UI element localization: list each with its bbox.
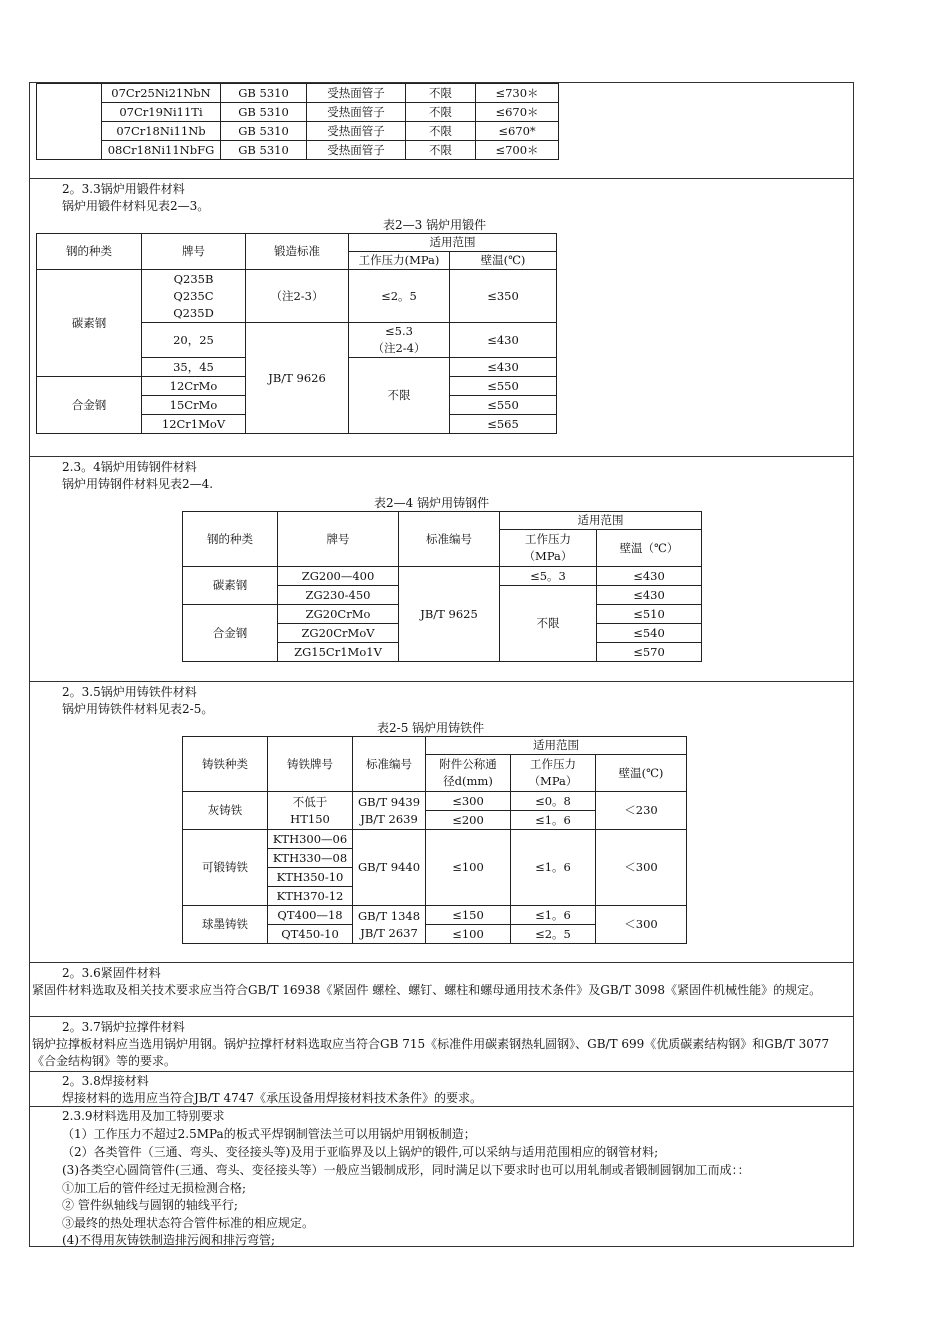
table-2-4-cast-steel (182, 511, 702, 662)
cell-grade: 12CrMo (142, 377, 246, 396)
cell-pressure: ≤1。6 (511, 830, 596, 906)
cell-grade: QT450-10 (268, 925, 353, 944)
table-row (183, 792, 687, 811)
section-heading-239: 2.3.9材料选用及加工特别要求 (62, 1109, 225, 1123)
requirement-item-3: (3)各类空心圆筒管件(三通、弯头、变径接头等）一般应当锻制成形，同时满足以下要求时也可以用轧制或者锻制圆钢加工而成：： (62, 1163, 750, 1177)
cell-temp: ≤570 (597, 643, 702, 662)
table-row (37, 84, 559, 103)
grade-q235c: Q235C (173, 288, 214, 303)
cell-grade: KTH350-10 (268, 868, 353, 887)
header-range: 适用范围 (500, 512, 702, 530)
table-cell: 07Cr19Ni11Ti (102, 103, 221, 122)
std-line: JB/T 2637 (360, 925, 418, 940)
table-cell: ≤670* (476, 122, 559, 141)
pressure-note: （注2-4） (372, 341, 426, 355)
cell-grade: KTH330—08 (268, 849, 353, 868)
header-std-no: 标准编号 (353, 737, 426, 792)
cell-alloy-steel: 合金钢 (183, 605, 278, 662)
header-pressure: 工作压力(MPa) (349, 252, 450, 270)
table-row (37, 103, 559, 122)
section-intro-235: 锅炉用铸铁件材料见表2-5。 (62, 702, 214, 716)
requirement-item-4: (4)不得用灰铸铁制造排污阀和排污弯管; (62, 1233, 276, 1247)
table-2-5-cast-iron (182, 736, 687, 944)
table-cell: 不限 (406, 84, 476, 103)
std-line: GB/T 9439 (357, 794, 421, 809)
table-row (183, 830, 687, 849)
table-cell: ≤700＊ (476, 141, 559, 160)
table-row (37, 122, 559, 141)
cell-grade: KTH300—06 (268, 830, 353, 849)
cell-temp: ＜300 (596, 906, 687, 944)
cell-grade: ZG20CrMoV (278, 624, 399, 643)
cell-diameter: ≤100 (426, 925, 511, 944)
header-grade: 牌号 (142, 234, 246, 270)
cell-pressure: ≤5。3 (500, 567, 597, 586)
header-pressure-unit: （MPa） (528, 774, 578, 788)
cell-grade: 20，25 (142, 323, 246, 358)
section-body-236: 紧固件材料选取及相关技术要求应当符合GB/T 16938《紧固件 螺栓、螺钉、螺柱和螺母通用技术条件》及GB/T 3098《紧固件机械性能》的规定。 (32, 983, 822, 997)
header-steel-type: 钢的种类 (183, 512, 278, 567)
cell-grade: QT400—18 (268, 906, 353, 925)
section-heading-238: 2。3.8焊接材料 (62, 1074, 149, 1088)
table-header-row (183, 512, 702, 530)
table-caption-2-4: 表2—4 锅炉用铸钢件 (374, 496, 490, 510)
cell-pressure: ≤0。8 (511, 792, 596, 811)
grade-value: HT150 (290, 811, 330, 826)
cell-grade: KTH370-12 (268, 887, 353, 906)
grade-q235b: Q235B (173, 271, 214, 286)
section-heading-233: 2。3.3锅炉用锻件材料 (62, 182, 185, 196)
table-cell: 受热面管子 (307, 103, 406, 122)
header-pressure-unit: （MPa） (523, 549, 573, 563)
header-nominal-diameter (426, 755, 511, 792)
section-body-237: 锅炉拉撑板材料应当选用锅炉用钢。锅炉拉撑杆材料选取应当符合GB 715《标准件用碳素钢热轧圆钢》、GB/T 699《优质碳素结构钢》和GB/T 3077《合金结构钢》等的要求。 (32, 1037, 830, 1068)
header-grade: 牌号 (278, 512, 399, 567)
cell-temp: ≤550 (450, 396, 557, 415)
header-pressure-label: 工作压力 (525, 532, 571, 546)
cell-grade: 12Cr1MoV (142, 415, 246, 434)
table-2-3-forgings (36, 233, 557, 434)
header-std-no: 标准编号 (399, 512, 500, 567)
header-diameter-unit: 径d(mm) (443, 774, 493, 788)
table-header-row (37, 234, 557, 252)
cell-grade-ht150 (268, 792, 353, 830)
cell-temp: ＜230 (596, 792, 687, 830)
cell-std-note: （注2-3） (246, 270, 349, 323)
cell-temp: ≤550 (450, 377, 557, 396)
section-heading-237: 2。3.7锅炉拉撑件材料 (62, 1020, 185, 1034)
cell-temp: ≤540 (597, 624, 702, 643)
section-heading-236: 2。3.6紧固件材料 (62, 966, 161, 980)
cell-temp: ≤430 (597, 567, 702, 586)
table-cell: 不限 (406, 141, 476, 160)
table-cell-empty (37, 84, 102, 160)
section-body-238: 焊接材料的选用应当符合JB/T 4747《承压设备用焊接材料技术条件》的要求。 (62, 1091, 483, 1105)
table-caption-2-5: 表2-5 锅炉用铸铁件 (377, 721, 485, 735)
cell-temp: ≤350 (450, 270, 557, 323)
cell-ductile-iron: 球墨铸铁 (183, 906, 268, 944)
table-cell: 受热面管子 (307, 122, 406, 141)
table-caption-2-3: 表2—3 锅炉用锻件 (383, 218, 487, 232)
cell-pressure-unlimited: 不限 (500, 586, 597, 662)
requirement-item-2: （2）各类管件（三通、弯头、变径接头等)及用于亚临界及以上锅炉的锻件,可以采纳与适用范围相应的钢管材料; (62, 1145, 659, 1159)
cell-alloy-steel: 合金钢 (37, 377, 142, 434)
cell-temp: ≤430 (450, 323, 557, 358)
cell-pressure-unlimited: 不限 (349, 358, 450, 434)
cell-temp: ≤510 (597, 605, 702, 624)
cell-std-jbt9626: JB/T 9626 (246, 323, 349, 434)
table-cell: 08Cr18Ni11NbFG (102, 141, 221, 160)
header-wall-temp: 壁温(℃) (450, 252, 557, 270)
cell-std-grey (353, 792, 426, 830)
cell-grade: 35，45 (142, 358, 246, 377)
cell-temp: ≤430 (597, 586, 702, 605)
table-cell: 不限 (406, 122, 476, 141)
requirement-subitem-1: ①加工后的管件经过无损检测合格; (62, 1181, 247, 1195)
requirement-subitem-3: ③最终的热处理状态符合管件标准的相应规定。 (62, 1216, 315, 1230)
cell-pressure: ≤2。5 (349, 270, 450, 323)
table-2-2-continued (36, 83, 559, 160)
header-diameter-label: 附件公称通 (439, 757, 497, 771)
table-cell: 07Cr18Ni11Nb (102, 122, 221, 141)
table-row (37, 141, 559, 160)
section-heading-235: 2。3.5锅炉用铸铁件材料 (62, 685, 197, 699)
cell-grade: ZG230-450 (278, 586, 399, 605)
cell-temp: ≤430 (450, 358, 557, 377)
table-cell: GB 5310 (221, 103, 307, 122)
grade-prefix: 不低于 (292, 794, 328, 809)
cell-temp: ≤565 (450, 415, 557, 434)
cell-pressure: ≤2。5 (511, 925, 596, 944)
table-cell: 07Cr25Ni21NbN (102, 84, 221, 103)
cell-grade: ZG15Cr1Mo1V (278, 643, 399, 662)
grade-q235d: Q235D (173, 305, 214, 320)
table-row (183, 906, 687, 925)
table-cell: 不限 (406, 103, 476, 122)
header-pressure (500, 530, 597, 567)
cell-pressure: ≤1。6 (511, 906, 596, 925)
table-cell: GB 5310 (221, 141, 307, 160)
header-range: 适用范围 (349, 234, 557, 252)
cell-std-ductile (353, 906, 426, 944)
header-pressure (511, 755, 596, 792)
table-cell: 受热面管子 (307, 84, 406, 103)
header-wall-temp: 壁温(℃) (596, 755, 687, 792)
cell-grey-iron: 灰铸铁 (183, 792, 268, 830)
cell-diameter: ≤150 (426, 906, 511, 925)
header-range: 适用范围 (426, 737, 687, 755)
cell-std-gbt9440: GB/T 9440 (353, 830, 426, 906)
table-cell: GB 5310 (221, 122, 307, 141)
std-line: JB/T 2639 (360, 811, 418, 826)
cell-carbon-steel: 碳素钢 (183, 567, 278, 605)
header-steel-type: 钢的种类 (37, 234, 142, 270)
cell-diameter: ≤300 (426, 792, 511, 811)
cell-carbon-steel: 碳素钢 (37, 270, 142, 377)
pressure-value: ≤5.3 (385, 324, 413, 338)
requirement-subitem-2: ② 管件纵轴线与圆钢的轴线平行; (62, 1198, 238, 1212)
cell-pressure-note (349, 323, 450, 358)
std-line: GB/T 1348 (357, 908, 421, 923)
section-intro-234: 锅炉用铸钢件材料见表2—4. (62, 477, 214, 491)
cell-grades-q235 (142, 270, 246, 323)
cell-temp: ＜300 (596, 830, 687, 906)
cell-pressure: ≤1。6 (511, 811, 596, 830)
table-cell: ≤670＊ (476, 103, 559, 122)
table-row (183, 567, 702, 586)
table-cell: ≤730＊ (476, 84, 559, 103)
cell-grade: ZG20CrMo (278, 605, 399, 624)
table-cell: GB 5310 (221, 84, 307, 103)
cell-diameter: ≤200 (426, 811, 511, 830)
table-cell: 受热面管子 (307, 141, 406, 160)
cell-diameter: ≤100 (426, 830, 511, 906)
cell-malleable-iron: 可锻铸铁 (183, 830, 268, 906)
header-iron-type: 铸铁种类 (183, 737, 268, 792)
cell-grade: ZG200—400 (278, 567, 399, 586)
header-iron-grade: 铸铁牌号 (268, 737, 353, 792)
header-wall-temp: 壁温（℃） (597, 530, 702, 567)
header-forging-standard: 锻造标准 (246, 234, 349, 270)
cell-std-jbt9625: JB/T 9625 (399, 567, 500, 662)
header-pressure-label: 工作压力 (530, 757, 576, 771)
section-heading-234: 2.3。4锅炉用铸钢件材料 (62, 460, 197, 474)
table-header-row (183, 737, 687, 755)
cell-grade: 15CrMo (142, 396, 246, 415)
section-intro-233: 锅炉用锻件材料见表2—3。 (62, 199, 210, 213)
table-row (37, 270, 557, 323)
requirement-item-1: （1）工作压力不超过2.5MPa的板式平焊钢制管法兰可以用锅炉用钢板制造； (62, 1127, 476, 1141)
